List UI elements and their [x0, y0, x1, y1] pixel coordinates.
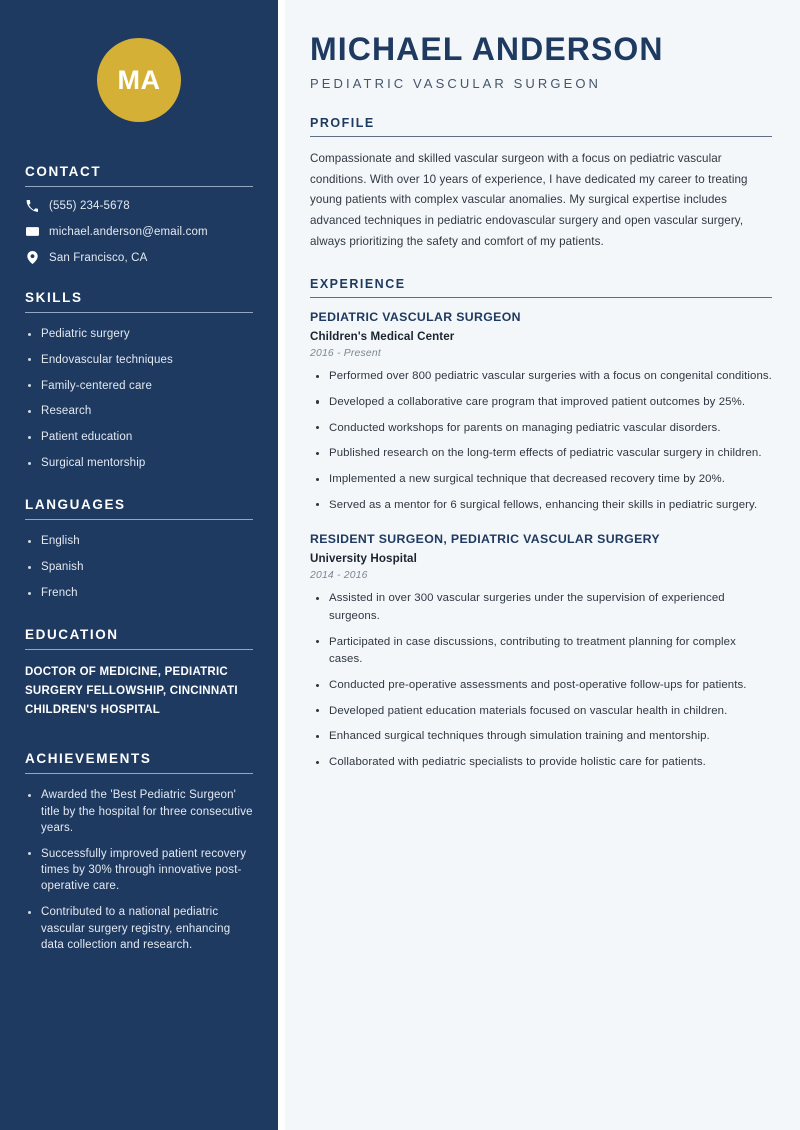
list-item: French: [25, 585, 253, 601]
list-item: Performed over 800 pediatric vascular surgeries with a focus on congenital conditions.: [310, 368, 772, 386]
job-bullet-list: [310, 590, 772, 771]
job-dates: 2016 - Present: [310, 348, 381, 360]
avatar: MA: [97, 38, 181, 122]
contact-divider: [25, 186, 253, 187]
languages-divider: [25, 519, 253, 520]
main-content: [285, 0, 800, 1130]
list-item: Successfully improved patient recovery times by 30% through innovative post-operative care.: [25, 846, 253, 895]
list-item: Research: [25, 403, 253, 419]
list-item: Assisted in over 300 vascular surgeries under the supervision of experienced surgeons.: [310, 590, 772, 625]
job-company: Children's Medical Center: [310, 330, 455, 344]
avatar-container: [25, 0, 253, 164]
phone-icon: [25, 200, 39, 212]
email-icon: [25, 225, 39, 238]
list-item: Developed patient education materials focused on vascular health in children.: [310, 703, 772, 721]
sidebar-section-education: [25, 627, 253, 719]
experience-entry: [310, 310, 772, 514]
job-company: University Hospital: [310, 552, 417, 566]
list-item: Collaborated with pediatric specialists to provide holistic care for patients.: [310, 754, 772, 772]
contact-heading: CONTACT: [25, 164, 102, 179]
phone-value: (555) 234-5678: [49, 200, 130, 212]
list-item: Published research on the long-term effects of pediatric vascular surgery in children.: [310, 445, 772, 463]
location-pin-icon: [25, 251, 39, 264]
page-title: MICHAEL ANDERSON: [310, 31, 664, 67]
sidebar-section-contact: [25, 164, 253, 264]
profile-divider: [310, 136, 772, 137]
education-divider: [25, 649, 253, 650]
experience-heading: EXPERIENCE: [310, 277, 406, 292]
list-item: Conducted workshops for parents on managing pediatric vascular disorders.: [310, 420, 772, 438]
skills-list: [25, 326, 253, 471]
list-item: Developed a collaborative care program that improved patient outcomes by 25%.: [310, 394, 772, 412]
list-item: Served as a mentor for 6 surgical fellows, enhancing their skills in pediatric surgery.: [310, 497, 772, 515]
job-role-subtitle: PEDIATRIC VASCULAR SURGEON: [310, 76, 602, 92]
list-item: Contributed to a national pediatric vascular surgery registry, enhancing data collection and research.: [25, 904, 253, 953]
achievements-list: [25, 787, 253, 953]
job-title: RESIDENT SURGEON, PEDIATRIC VASCULAR SURGERY: [310, 532, 660, 547]
education-heading: EDUCATION: [25, 627, 119, 643]
skills-divider: [25, 312, 253, 313]
contact-row-location[interactable]: [25, 251, 253, 264]
contact-row-phone[interactable]: [25, 200, 253, 212]
list-item: English: [25, 533, 253, 549]
sidebar-section-achievements: [25, 751, 253, 953]
list-item: Awarded the 'Best Pediatric Surgeon' title by the hospital for three consecutive years.: [25, 787, 253, 836]
sidebar: [0, 0, 278, 1130]
list-item: Conducted pre-operative assessments and post-operative follow-ups for patients.: [310, 677, 772, 695]
list-item: Surgical mentorship: [25, 455, 253, 471]
experience-entry: [310, 532, 772, 771]
list-item: Patient education: [25, 429, 253, 445]
sidebar-section-languages: [25, 497, 253, 601]
list-item: Enhanced surgical techniques through simulation training and mentorship.: [310, 728, 772, 746]
sidebar-section-skills: [25, 290, 253, 471]
education-entry: DOCTOR OF MEDICINE, PEDIATRIC SURGERY FELLOWSHIP, CINCINNATI CHILDREN'S HOSPITAL: [25, 666, 238, 716]
job-dates: 2014 - 2016: [310, 570, 368, 582]
email-value: michael.anderson@email.com: [49, 225, 208, 238]
section-experience: [310, 277, 772, 771]
achievements-heading: ACHIEVEMENTS: [25, 751, 152, 767]
profile-heading: PROFILE: [310, 116, 375, 131]
location-value: San Francisco, CA: [49, 251, 148, 264]
list-item: Implemented a new surgical technique that decreased recovery time by 20%.: [310, 471, 772, 489]
contact-row-email[interactable]: [25, 225, 253, 238]
list-item: Family-centered care: [25, 378, 253, 394]
section-profile: [310, 116, 772, 252]
experience-divider: [310, 297, 772, 298]
list-item: Spanish: [25, 559, 253, 575]
languages-heading: LANGUAGES: [25, 497, 126, 513]
skills-heading: SKILLS: [25, 290, 83, 305]
sidebar-content-gap: [278, 0, 285, 1130]
achievements-divider: [25, 773, 253, 774]
list-item: Endovascular techniques: [25, 352, 253, 368]
list-item: Participated in case discussions, contributing to treatment planning for complex cases.: [310, 634, 772, 669]
profile-text: Compassionate and skilled vascular surgeon with a focus on pediatric vascular conditions. With over 10 years of experience, I have dedicated my career to treating young patients with complex vascular anomalies. My surgical expertise includes advanced techniques in pediatric endovascular surgery and open vascular surgery, always prioritizing the safety and comfort of my patients.: [310, 152, 748, 248]
job-bullet-list: [310, 368, 772, 514]
job-title: PEDIATRIC VASCULAR SURGEON: [310, 310, 521, 325]
languages-list: [25, 533, 253, 601]
list-item: Pediatric surgery: [25, 326, 253, 342]
